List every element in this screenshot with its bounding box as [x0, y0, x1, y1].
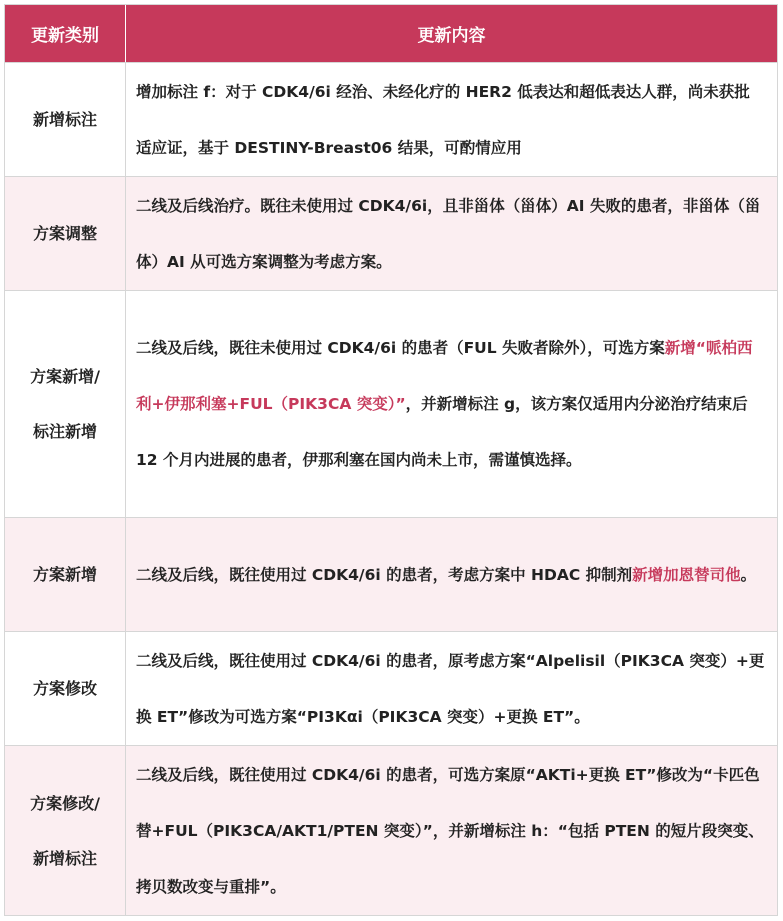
highlighted-segment: 新增加恩替司他	[632, 565, 741, 584]
row-category	[5, 632, 126, 745]
row-category	[5, 63, 126, 176]
row-content	[126, 518, 777, 631]
table-row	[5, 62, 777, 176]
highlighted-segment: 新增“哌柏西利+伊那利塞+FUL（PIK3CA 突变）”	[136, 339, 753, 413]
content-segment: 二线及后线，既往使用过 CDK4/6i 的患者，可选方案原“AKTi+更换 ET”修改为“卡匹色替+FUL（PIK3CA/AKT1/PTEN 突变）”，并新增标注 h：“包括 PTEN 的短片段突变、拷贝数改变与重排”。	[136, 765, 764, 896]
category-line: 新增标注	[32, 848, 97, 868]
category-line: 方案调整	[32, 224, 97, 243]
content-segment: 二线及后线治疗。既往未使用过 CDK4/6i，且非甾体（甾体）AI 失败的患者，非甾体（甾体）AI 从可选方案调整为考虑方案。	[136, 196, 761, 271]
row-category	[5, 518, 126, 631]
row-content	[126, 291, 777, 517]
table-row	[5, 517, 777, 631]
category-line: 标注新增	[32, 422, 97, 441]
content-text	[136, 747, 765, 915]
row-content	[126, 177, 777, 290]
row-category	[5, 291, 126, 517]
row-content	[126, 63, 777, 176]
table-row	[5, 176, 777, 290]
content-text	[136, 64, 765, 176]
category-line: 方案新增/	[30, 367, 100, 386]
content-segment: 二线及后线，既往使用过 CDK4/6i 的患者，考虑方案中 HDAC 抑制剂	[136, 565, 633, 584]
table-row	[5, 631, 777, 745]
content-segment: ，并新增标注 g，该方案仅适用内分泌治疗结束后 12 个月内进展的患者，伊那利塞在国内尚未上市，需谨慎选择。	[136, 395, 748, 469]
row-content	[126, 746, 777, 915]
content-segment: 二线及后线，既往未使用过 CDK4/6i 的患者（FUL 失败者除外），可选方案	[136, 339, 665, 357]
update-table	[4, 4, 778, 916]
row-category	[5, 746, 126, 915]
table-row	[5, 745, 777, 915]
content-text	[136, 633, 765, 745]
content-text	[136, 547, 765, 603]
row-content	[126, 632, 777, 745]
category-line: 方案修改/	[30, 793, 100, 813]
content-segment: 增加标注 f：对于 CDK4/6i 经治、未经化疗的 HER2 低表达和超低表达人群，尚未获批适应证，基于 DESTINY-Breast06 结果，可酌情应用	[136, 82, 750, 157]
content-text	[136, 320, 765, 488]
category-line: 新增标注	[32, 110, 97, 129]
content-segment: 。	[740, 565, 757, 584]
content-text	[136, 178, 765, 290]
header-category: 更新类别	[5, 5, 126, 62]
table-header	[5, 5, 777, 62]
category-line: 方案新增	[32, 565, 97, 584]
row-category	[5, 177, 126, 290]
category-line: 方案修改	[32, 679, 97, 698]
table-row	[5, 290, 777, 517]
header-content: 更新内容	[417, 26, 486, 46]
content-segment: 二线及后线，既往使用过 CDK4/6i 的患者，原考虑方案“Alpelisil（PIK3CA 突变）+更换 ET”修改为可选方案“PI3Kαi（PIK3CA 突变）+更换 ET”。	[136, 651, 765, 726]
